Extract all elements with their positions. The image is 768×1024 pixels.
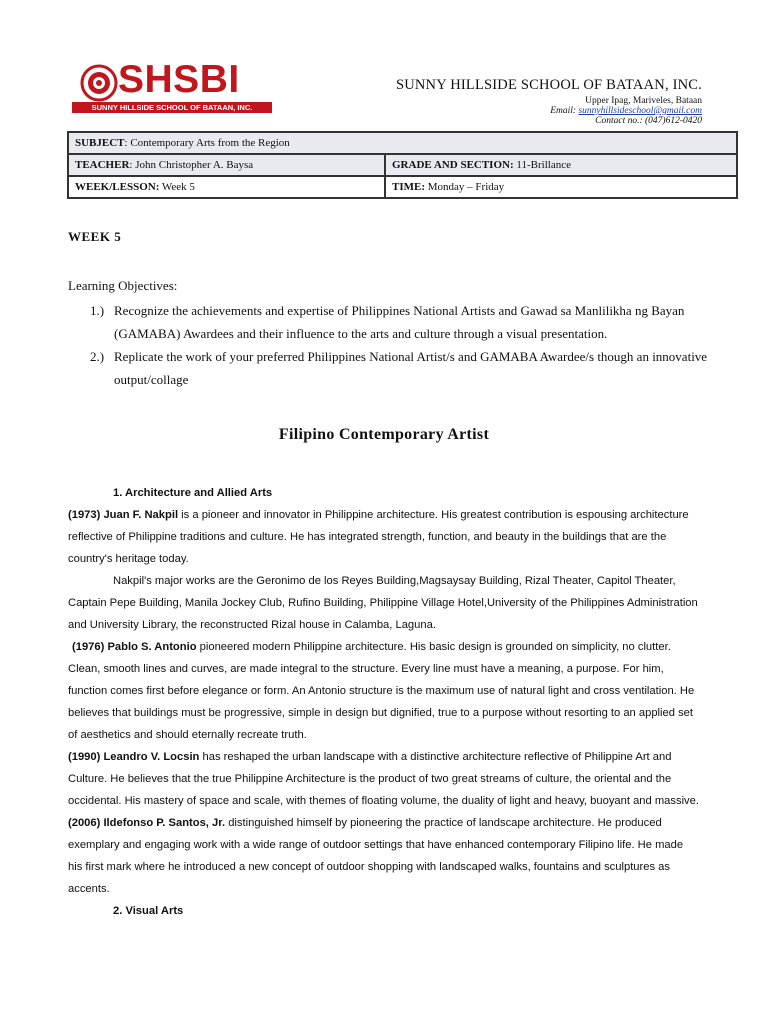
time-value: Monday – Friday xyxy=(425,181,505,193)
grade-cell xyxy=(385,154,737,176)
paragraph-locsin xyxy=(68,746,700,812)
paragraph-text: is a pioneer and innovator in Philippine architecture. His greatest contribution is espousing architecture reflective of Philippine traditions and culture. He has integrated strength, function, and beauty in the buildings that are the country's heritage today. xyxy=(68,509,689,565)
school-email xyxy=(396,106,702,116)
artist-name: (1973) Juan F. Nakpil xyxy=(68,509,179,521)
artist-name: (2006) Ildefonso P. Santos, Jr. xyxy=(68,817,226,829)
paragraph-text: has reshaped the urban landscape with a distinctive architecture reflective of Philippine Art and Culture. He believes that the true Philippine Architecture is the product of two great streams of culture, the oriental and the occidental. His mastery of space and scale, with themes of floating volume, the duality of light and heavy, buoyant and massive. xyxy=(68,751,699,807)
document-body xyxy=(68,482,700,922)
paragraph-text: distinguished himself by pioneering the practice of landscape architecture. He produced exemplary and engaging work with a wide range of outdoor settings that have enhanced contemporary Filipino life. He made his first mark where he introduced a new concept of outdoor shopping with landscaped walks, fountains and sculptures as accents. xyxy=(68,817,684,895)
school-name: SUNNY HILLSIDE SCHOOL OF BATAAN, INC. xyxy=(395,77,702,93)
email-link[interactable]: sunnyhillsideschool@gmail.com xyxy=(578,106,702,116)
artist-name: (1990) Leandro V. Locsin xyxy=(68,751,200,763)
section-heading: 1. Architecture and Allied Arts xyxy=(113,487,273,499)
teacher-value: : John Christopher A. Baysa xyxy=(129,159,254,171)
page-title: Filipino Contemporary Artist xyxy=(278,426,490,443)
paragraph-santos xyxy=(68,812,700,900)
school-contact: Contact no.: (047)612-0420 xyxy=(595,116,702,126)
subject-cell xyxy=(68,132,737,154)
objective-number: 1.) xyxy=(90,303,105,318)
week-value: Week 5 xyxy=(159,181,195,193)
objective-item xyxy=(90,299,710,345)
school-address: Upper Ipag, Mariveles, Bataan xyxy=(585,96,702,106)
objectives-heading: Learning Objectives: xyxy=(68,278,178,293)
lesson-info-table xyxy=(67,131,738,199)
grade-value: 11-Brillance xyxy=(513,159,571,171)
artist-name: (1976) Pablo S. Antonio xyxy=(72,641,197,653)
teacher-label: TEACHER xyxy=(75,159,130,171)
teacher-cell xyxy=(68,154,385,176)
paragraph-nakpil-works: Nakpil's major works are the Geronimo de los Reyes Building,Magsaysay Building, Rizal Theater, Capitol Theater, Captain Pepe Building, Manila Jockey Club, Rufino Building, Philippine Village Hotel,University of the Philippines Administration and University Library, the reconstructed Rizal house in Calamba, Laguna. xyxy=(68,575,698,631)
time-cell xyxy=(385,176,737,198)
logo-text: SHSBI xyxy=(118,58,240,101)
week-label: WEEK/LESSON: xyxy=(75,181,160,193)
subject-value: : Contemporary Arts from the Region xyxy=(124,137,290,149)
grade-label: GRADE AND SECTION: xyxy=(392,159,514,171)
subject-label: SUBJECT xyxy=(75,137,125,149)
paragraph-text: pioneered modern Philippine architecture. His basic design is grounded on simplicity, no clutter. Clean, smooth lines and curves, are made integral to the structure. Every line must have a meaning, a purpose. For him, function comes first before elegance or form. An Antonio structure is the maximum use of natural light and cross ventilation. He believes that buildings must be progressive, simple in design but dignified, true to a purpose without resorting to an applied set of aesthetics and should eternally recreate truth. xyxy=(68,641,695,741)
time-label: TIME: xyxy=(392,181,425,193)
school-seal-icon xyxy=(80,64,118,102)
school-info xyxy=(396,77,702,126)
logo-banner: SUNNY HILLSIDE SCHOOL OF BATAAN, INC. xyxy=(72,102,272,113)
section-heading: 2. Visual Arts xyxy=(113,905,184,917)
school-logo xyxy=(66,58,272,116)
paragraph-nakpil xyxy=(68,504,700,570)
objectives-list xyxy=(90,299,710,391)
paragraph-antonio xyxy=(68,636,700,746)
objective-number: 2.) xyxy=(90,349,105,364)
email-label: Email: xyxy=(550,106,577,116)
objective-text: Replicate the work of your preferred Philippines National Artist/s and GAMABA Awardee/s though an innovative output/collage xyxy=(114,349,708,387)
objective-item xyxy=(90,345,710,391)
week-heading: WEEK 5 xyxy=(68,229,122,244)
week-cell xyxy=(68,176,385,198)
objective-text: Recognize the achievements and expertise of Philippines National Artists and Gawad sa Manlilikha ng Bayan (GAMABA) Awardees and their influence to the arts and culture through a visual presentation. xyxy=(114,303,685,341)
